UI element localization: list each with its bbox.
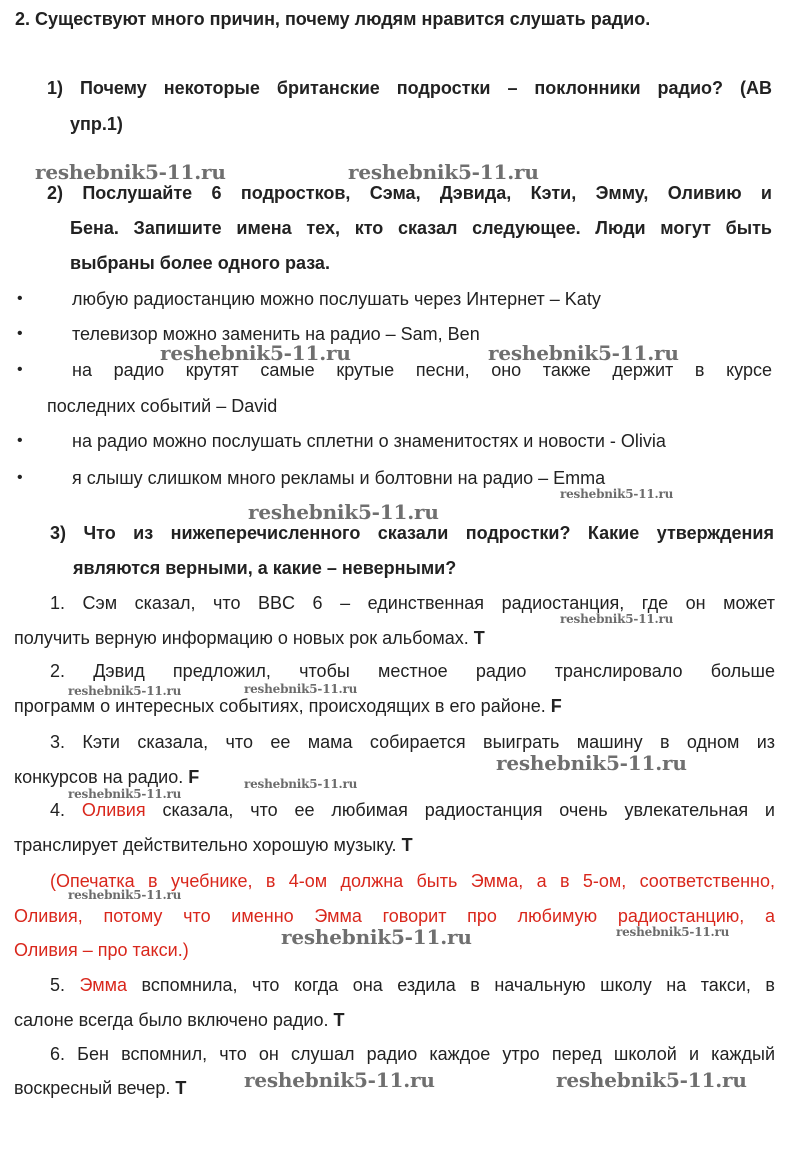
bullet-item-4: на радио можно послушать сплетни о знаменитостях и новости - Olivia (72, 431, 666, 451)
question-1-line-2: упр.1) (70, 114, 123, 134)
statement-2-line-1: 2. Дэвид предложил, чтобы местное радио транслировало больше (50, 661, 775, 681)
bullet-item-3-line-1: на радио крутят самые крутые песни, оно также держит в курсе (72, 360, 772, 380)
question-3-line-2: являются верными, а какие – неверными? (73, 558, 457, 578)
statement-5-line-2: салоне всегда было включено радио. T (14, 1010, 345, 1030)
watermark: reshebnik5-11.ru (68, 787, 182, 801)
answer-mark: F (188, 767, 200, 787)
typo-note-line-2: Оливия, потому что именно Эмма говорит про любимую радиостанцию, а (14, 906, 775, 926)
question-1-line-1: 1) Почему некоторые британские подростки – поклонники радио? (AB (47, 78, 772, 98)
watermark: reshebnik5-11.ru (35, 160, 226, 184)
watermark: reshebnik5-11.ru (496, 751, 687, 775)
bullet-marker: • (17, 469, 23, 486)
statement-6-line-2: воскресный вечер. T (14, 1078, 187, 1098)
highlight-name: Оливия (81, 800, 146, 820)
watermark: reshebnik5-11.ru (488, 341, 679, 365)
watermark: reshebnik5-11.ru (556, 1068, 747, 1092)
watermark: reshebnik5-11.ru (244, 1068, 435, 1092)
watermark: reshebnik5-11.ru (348, 160, 539, 184)
bullet-marker: • (17, 361, 23, 378)
statement-6-line-1: 6. Бен вспомнил, что он слушал радио каждое утро перед школой и каждый (50, 1044, 775, 1064)
bullet-item-2: телевизор можно заменить на радио – Sam, Ben (72, 324, 480, 344)
question-3-line-1: 3) Что из нижеперечисленного сказали подростки? Какие утверждения (50, 523, 774, 543)
answer-mark: T (473, 628, 485, 648)
typo-note-line-1: (Опечатка в учебнике, в 4-ом должна быть Эмма, а в 5-ом, соответственно, (50, 871, 775, 891)
statement-3-line-1: 3. Кэти сказала, что ее мама собирается выиграть машину в одном из (50, 732, 775, 752)
bullet-marker: • (17, 325, 23, 342)
question-2-line-3: выбраны более одного раза. (70, 253, 330, 273)
question-2-line-1: 2) Послушайте 6 подростков, Сэма, Дэвида, Кэти, Эмму, Оливию и (47, 183, 772, 203)
answer-mark: T (333, 1010, 345, 1030)
answer-mark: T (175, 1078, 187, 1098)
watermark: reshebnik5-11.ru (616, 925, 730, 939)
highlight-name: Эмма (79, 975, 128, 995)
watermark: reshebnik5-11.ru (68, 888, 182, 902)
bullet-item-3-line-2: последних событий – David (47, 396, 278, 416)
statement-4-line-1: 4. Оливия сказала, что ее любимая радиостанция очень увлекательная и (50, 800, 775, 820)
bullet-marker: • (17, 290, 23, 307)
watermark: reshebnik5-11.ru (244, 777, 358, 791)
watermark: reshebnik5-11.ru (244, 682, 358, 696)
statement-1-line-2: получить верную информацию о новых рок альбомах. T (14, 628, 485, 648)
statement-5-line-1: 5. Эмма вспомнила, что когда она ездила в начальную школу на такси, в (50, 975, 775, 995)
typo-note-line-3: Оливия – про такси.) (14, 940, 189, 960)
bullet-marker: • (17, 432, 23, 449)
statement-4-line-2: транслирует действительно хорошую музыку. T (14, 835, 413, 855)
statement-2-line-2: программ о интересных событиях, происходящих в его районе. F (14, 696, 562, 716)
bullet-item-5: я слышу слишком много рекламы и болтовни на радио – Emma (72, 468, 606, 488)
watermark: reshebnik5-11.ru (160, 341, 351, 365)
statement-3-line-2: конкурсов на радио. F (14, 767, 200, 787)
watermark: reshebnik5-11.ru (560, 487, 674, 501)
task-heading: 2. Существуют много причин, почему людям нравится слушать радио. (15, 9, 651, 29)
watermark: reshebnik5-11.ru (68, 684, 182, 698)
answer-mark: F (550, 696, 562, 716)
watermark: reshebnik5-11.ru (560, 612, 674, 626)
statement-1-line-1: 1. Сэм сказал, что BBC 6 – единственная радиостанция, где он может (50, 593, 775, 613)
watermark: reshebnik5-11.ru (281, 925, 472, 949)
question-2-line-2: Бена. Запишите имена тех, кто сказал следующее. Люди могут быть (70, 218, 772, 238)
answer-mark: T (401, 835, 413, 855)
watermark: reshebnik5-11.ru (248, 500, 439, 524)
bullet-item-1: любую радиостанцию можно послушать через Интернет – Katy (72, 289, 601, 309)
